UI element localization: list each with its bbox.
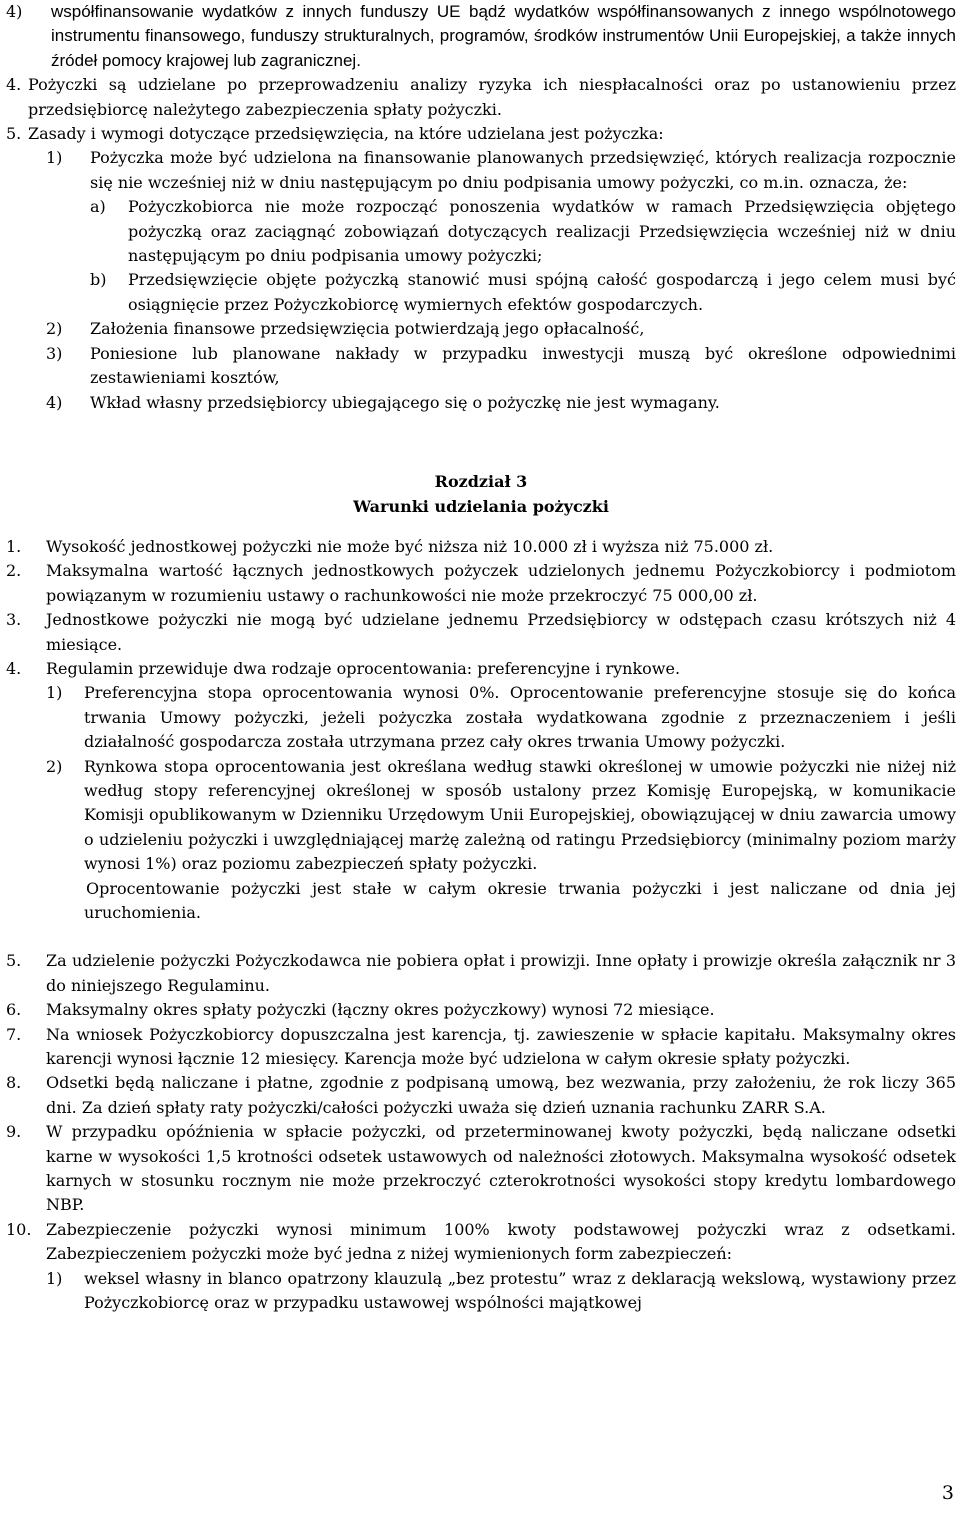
item-number: 2) [46, 756, 63, 776]
list-item [6, 535, 956, 559]
list-item [6, 755, 956, 877]
item-text: Zabezpieczenie pożyczki wynosi minimum 100% kwoty podstawowej pożyczki wraz z odsetkami. Zabezpieczeniem pożyczki może być jedna z niżej wymienionych form zabezpieczeń: [46, 1219, 956, 1264]
item-number: 4) [6, 2, 23, 21]
list-item [6, 1267, 956, 1316]
item-number: 9. [6, 1122, 22, 1142]
list-item [6, 608, 956, 657]
item-text: W przypadku opóźnienia w spłacie pożyczki, od przeterminowanej kwoty pożyczki, będą naliczane odsetki karne w wysokości 1,5 krotności odsetek ustawowych od należności złotowych. Maksymalna wysokość odsetek karnych w stosunku rocznym nie może przekroczyć czterokrotności wysokości stopy kredytu lombardowego NBP. [46, 1122, 956, 1215]
item-text: Rynkowa stopa oprocentowania jest określana według stawki określonej w umowie pożyczki nie niżej niż według stopy referencyjnej określonej w sposób ustalony przez Komisję Europejską, w komunikacie Komisji opublikowanym w Dzienniku Urzędowym Unii Europejskiej, obowiązującej w dniu zawarcia umowy o udzieleniu pożyczki i uwzględniającej marżę zależną od ratingu Przedsiębiorcy (minimalny poziom marży wynosi 1%) oraz poziomu zabezpieczeń spłaty pożyczki. [84, 756, 956, 874]
item-number: 10. [6, 1219, 32, 1239]
item-text: Przedsięwzięcie objęte pożyczką stanowić musi spójną całość gospodarczą i jego celem musi być osiągnięcie przez Pożyczkobiorcę wymiernych efektów gospodarczych. [128, 270, 956, 314]
item-number: 4. [6, 75, 22, 95]
item-number: 1) [46, 148, 63, 168]
list-item [6, 146, 956, 195]
item-text: Jednostkowe pożyczki nie mogą być udzielane jednemu Przedsiębiorcy w odstępach czasu krótszych niż 4 miesiące. [46, 610, 956, 654]
list-item [6, 657, 956, 681]
item-text: weksel własny in blanco opatrzony klauzulą „bez protestu” wraz z deklaracją wekslową, wystawiony przez Pożyczkobiorcę oraz w przypadku ustawowej wspólności majątkowej [84, 1268, 956, 1313]
list-item [6, 559, 956, 608]
item-number: 4) [46, 392, 63, 412]
list-item [6, 73, 956, 122]
item-text: Wkład własny przedsiębiorcy ubiegającego się o pożyczkę nie jest wymagany. [90, 392, 720, 412]
item-text: Wysokość jednostkowej pożyczki nie może być niższa niż 10.000 zł i wyższa niż 75.000 zł. [46, 536, 774, 556]
item-text: Pożyczka może być udzielona na finansowanie planowanych przedsięwzięć, których realizacja rozpocznie się nie wcześniej niż w dniu następującym po dniu podpisania umowy pożyczki, co m.in. oznacza, że: [90, 148, 956, 192]
list-item [6, 391, 956, 415]
item-number: 1) [46, 683, 63, 703]
item-number: 5. [6, 124, 22, 144]
item-text: współfinansowanie wydatków z innych funduszy UE bądź wydatków współfinansowanych z innego wspólnotowego instrumentu finansowego, funduszy strukturalnych, programów, środków instrumentów Unii Europejskiej, a także innych źródeł pomocy krajowej lub zagranicznej. [51, 2, 956, 70]
list-item [6, 998, 956, 1022]
item-number: 4. [6, 658, 22, 678]
item-number: 7. [6, 1024, 22, 1044]
list-item [6, 1120, 956, 1218]
item-text: Preferencyjna stopa oprocentowania wynosi 0%. Oprocentowanie preferencyjne stosuje się do końca trwania Umowy pożyczki, jeżeli pożyczka została wydatkowana zgodnie z przeznaczeniem i jeśli działalność gospodarcza została utrzymana przez cały okres trwania Umowy pożyczki. [84, 683, 956, 752]
page-number: 3 [941, 1481, 954, 1504]
interest-note: Oprocentowanie pożyczki jest stałe w całym okresie trwania pożyczki i jest naliczane od dnia jej uruchomienia. [84, 878, 956, 922]
list-item [6, 195, 956, 268]
list-item [6, 317, 956, 341]
list-item [6, 949, 956, 998]
item-number: 2) [46, 319, 63, 339]
item-text: Zasady i wymogi dotyczące przedsięwzięcia, na które udzielana jest pożyczka: [28, 124, 664, 144]
item-number: 6. [6, 1000, 22, 1020]
list-item [6, 122, 956, 146]
item-number: 8. [6, 1073, 22, 1093]
item-text: Założenia finansowe przedsięwzięcia potwierdzają jego opłacalność, [90, 319, 645, 339]
item-number: 3) [46, 343, 63, 363]
item-text: Pożyczkobiorca nie może rozpocząć ponoszenia wydatków w ramach Przedsięwzięcia objętego pożyczką oraz zaciągnąć zobowiązań dotyczących realizacji Przedsięwzięcia wcześniej niż w dniu następującym po dniu podpisania umowy pożyczki; [128, 197, 956, 266]
list-item [6, 1071, 956, 1120]
item-text: Pożyczki są udzielane po przeprowadzeniu analizy ryzyka ich niespłacalności oraz po ustanowieniu przez przedsiębiorcę należytego zabezpieczenia spłaty pożyczki. [28, 75, 956, 119]
item-number: 3. [6, 610, 22, 630]
item-number: 2. [6, 561, 22, 581]
list-item [6, 681, 956, 754]
list-item [6, 268, 956, 317]
item-text: Na wniosek Pożyczkobiorcy dopuszczalna jest karencja, tj. zawieszenie w spłacie kapitału. Maksymalny okres karencji wynosi łącznie 12 miesięcy. Karencja może być udzielona w całym okresie spłaty pożyczki. [46, 1024, 956, 1069]
list-item [6, 0, 956, 73]
item-text: Odsetki będą naliczane i płatne, zgodnie z podpisaną umową, bez wezwania, przy założeniu, że rok liczy 365 dni. Za dzień spłaty raty pożyczki/całości pożyczki uważa się dzień uznania rachunku ZARR S.A. [46, 1073, 956, 1117]
item-number: b) [90, 270, 107, 290]
item-number: 1) [46, 1268, 63, 1288]
list-item [6, 1218, 956, 1267]
item-number: 1. [6, 536, 22, 556]
item-number: a) [90, 197, 106, 217]
item-text: Poniesione lub planowane nakłady w przypadku inwestycji muszą być określone odpowiednimi zestawieniami kosztów, [90, 343, 956, 388]
item-text: Za udzielenie pożyczki Pożyczkodawca nie pobiera opłat i prowizji. Inne opłaty i prowizje określa załącznik nr 3 do niniejszego Regulaminu. [46, 951, 956, 995]
item-text: Maksymalna wartość łącznych jednostkowych pożyczek udzielonych jednemu Pożyczkobiorcy i podmiotom powiązanym w rozumieniu ustawy o rachunkowości nie może przekroczyć 75 000,00 zł. [46, 561, 956, 605]
list-item [6, 1023, 956, 1072]
chapter-subtitle: Warunki udzielania pożyczki [353, 496, 609, 516]
chapter-title: Rozdział 3 [434, 471, 528, 491]
item-number: 5. [6, 951, 22, 971]
item-text: Regulamin przewiduje dwa rodzaje oprocentowania: preferencyjne i rynkowe. [46, 658, 681, 678]
list-item [6, 342, 956, 391]
item-text: Maksymalny okres spłaty pożyczki (łączny okres pożyczkowy) wynosi 72 miesiące. [46, 1000, 715, 1020]
